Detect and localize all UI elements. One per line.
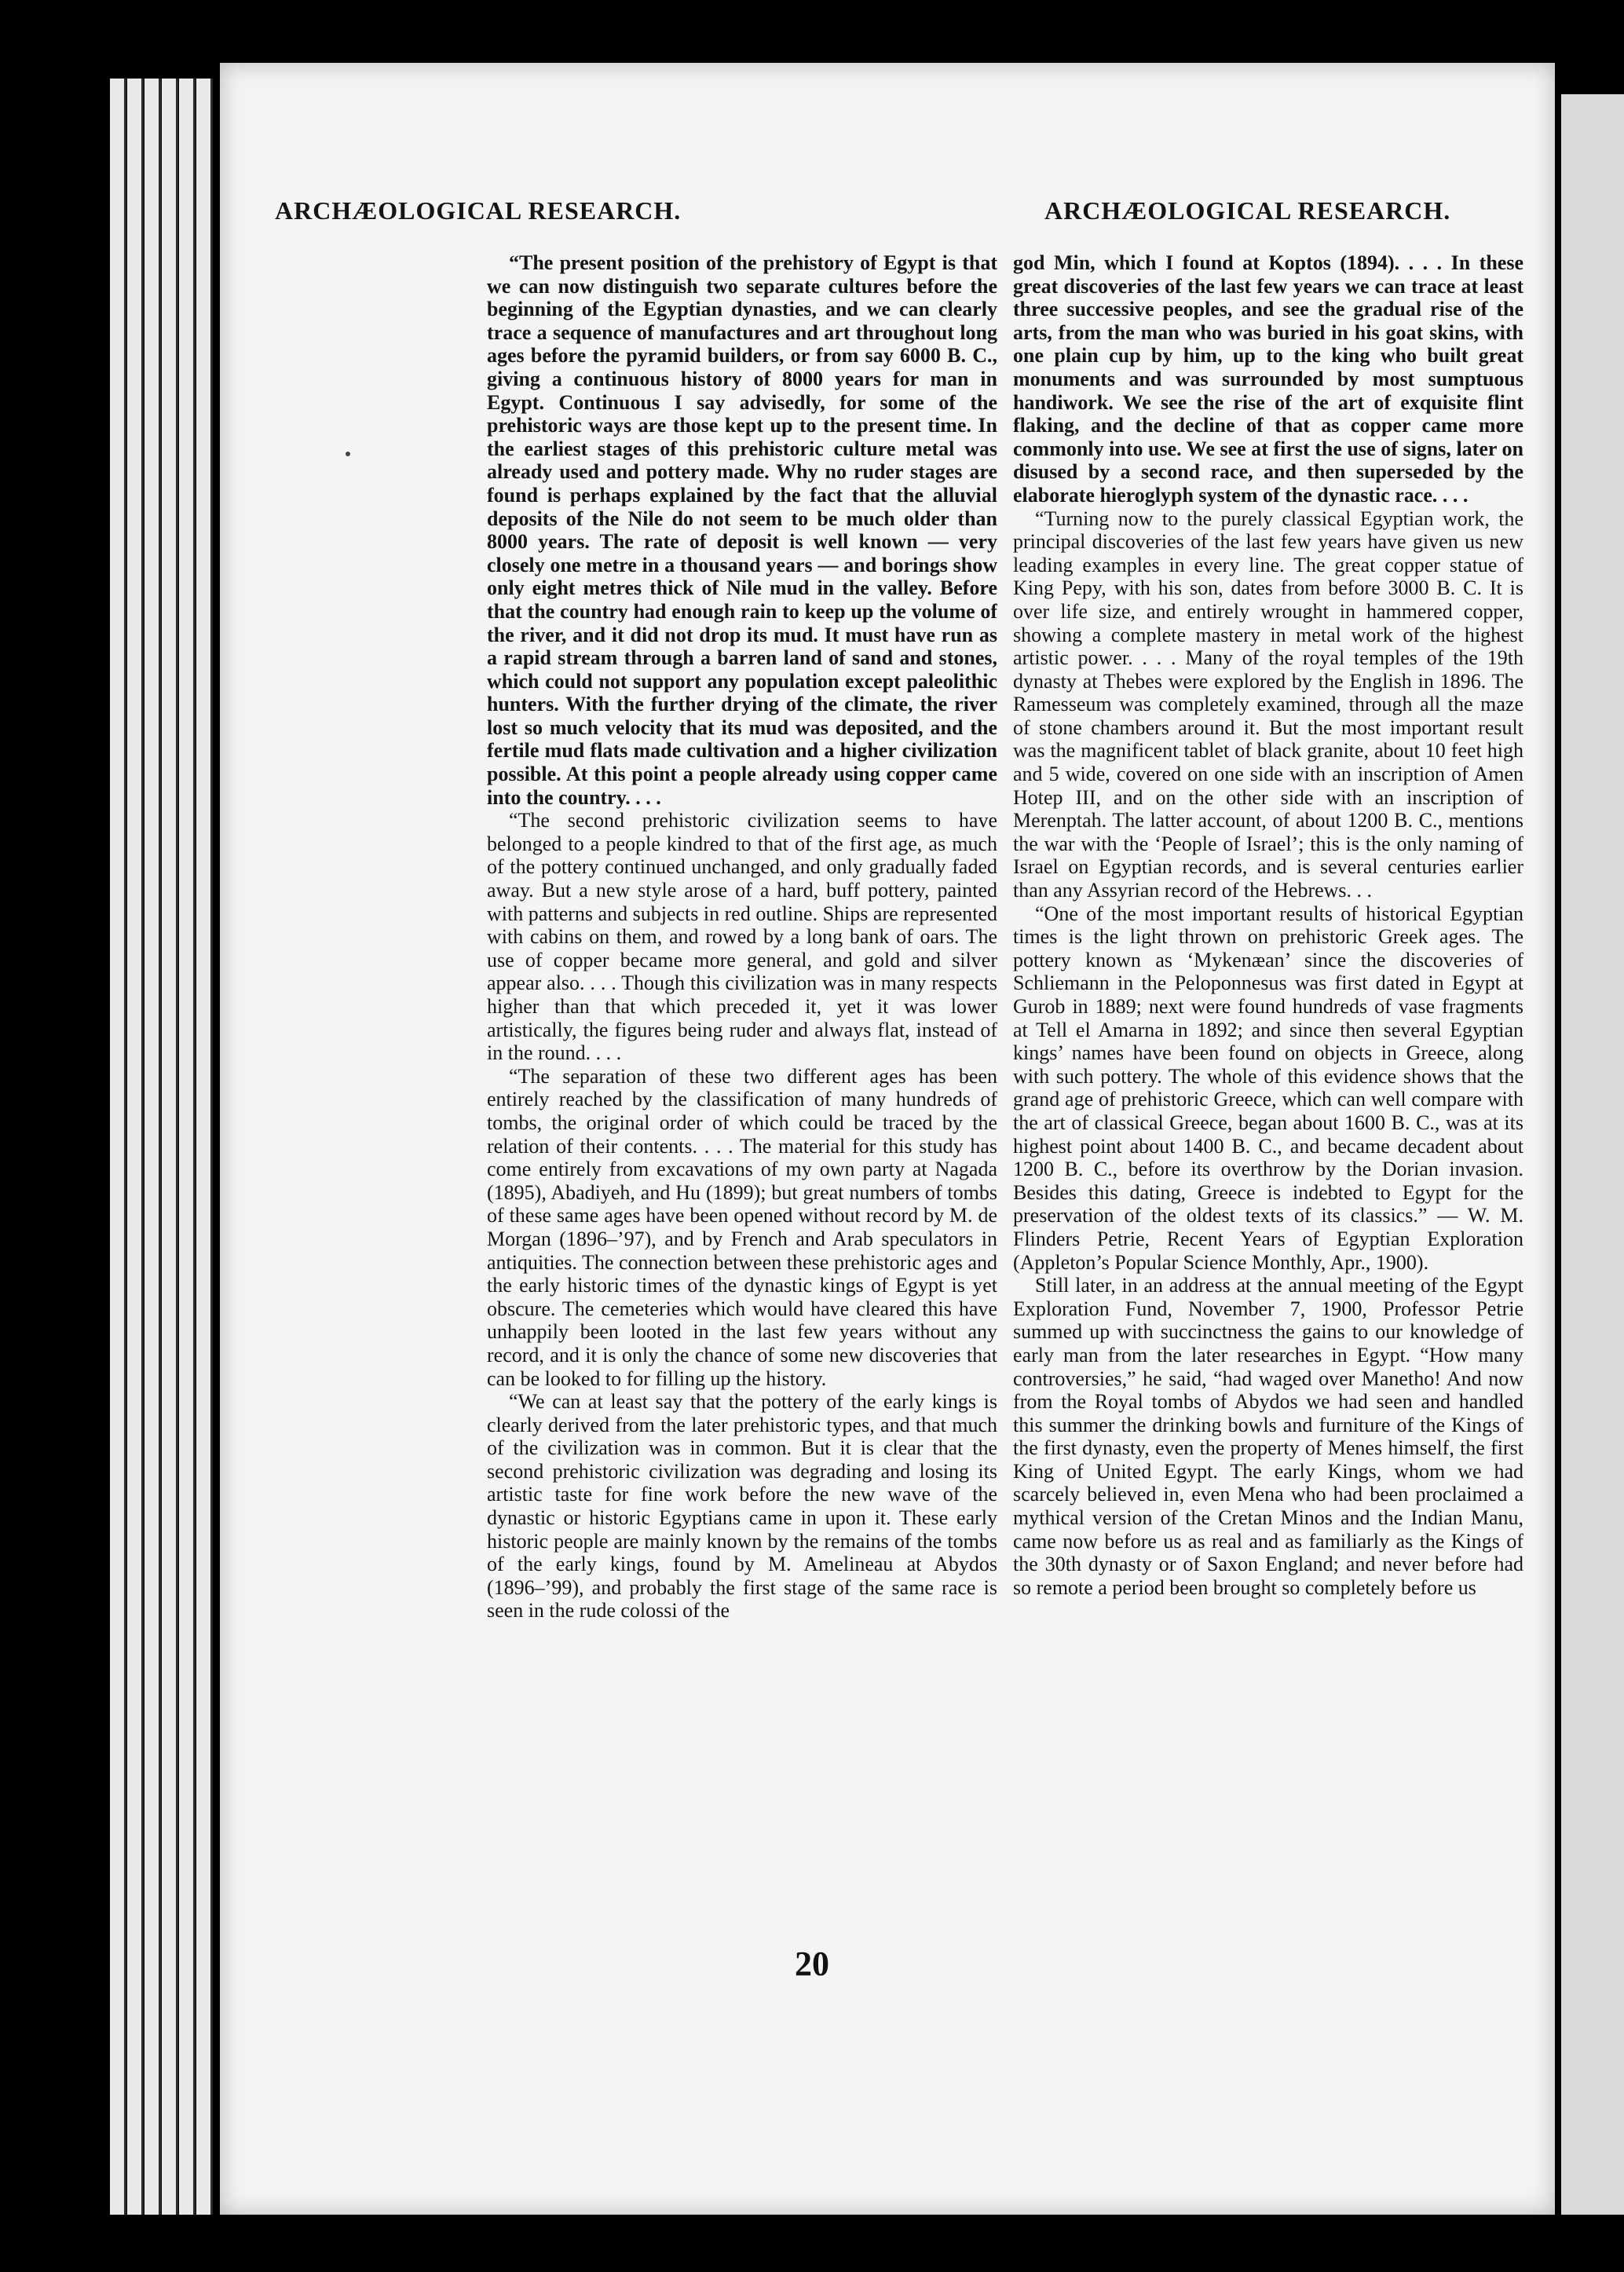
- paragraph: “Turning now to the purely classical Egyptian work, the principal discoveries of the last few years have given us new leading examples in every line. The great copper statue of King Pepy, with his son, dates from before 3000 B. C. It is over life size, and entirely wrought in hammered copper, showing a complete mastery in metal work of the highest artistic power. . . . Many of the royal temples of the 19th dynasty at Thebes were explored by the English in 1896. The Ramesseum was completely examined, through all the maze of stone chambers around it. But the most important result was the magnificent tablet of black granite, about 10 feet high and 5 wide, covered on one side with an inscription of Amen Hotep III, and on the other side with an inscription of Merenptah. The latter account, of about 1200 B. C., mentions the war with the ‘People of Israel’; this is the only naming of Israel on Egyptian records, and is several centuries earlier than any Assyrian record of the Hebrews. . .: [1013, 507, 1523, 902]
- stacked-page-edges: [110, 79, 236, 2215]
- paragraph: “The second prehistoric civilization seems to have belonged to a people kindred to that of the first age, as much of the pottery continued unchanged, and only gradually faded away. But a new style arose of a hard, buff pottery, painted with patterns and subjects in red outline. Ships are represented with cabins on them, and rowed by a long bank of oars. The use of copper became more general, and gold and silver appear also. . . . Though this civilization was in many respects higher than that which preceded it, yet it was lower artistically, the figures being ruder and always flat, instead of in the round. . . .: [487, 809, 997, 1065]
- margin-dot: [346, 452, 350, 456]
- text-column-right: [1013, 251, 1523, 2018]
- paragraph: “The present position of the prehistory of Egypt is that we can now distinguish two separate cultures before the beginning of the Egyptian dynasties, and we can clearly trace a sequence of manufactures and art throughout long ages before the pyramid builders, or from say 6000 B. C., giving a continuous history of 8000 years for man in Egypt. Continuous I say advisedly, for some of the prehistoric ways are those kept up to the present time. In the earliest stages of this prehistoric culture metal was already used and pottery made. Why no ruder stages are found is perhaps explained by the fact that the alluvial deposits of the Nile do not seem to be much older than 8000 years. The rate of deposit is well known — very closely one metre in a thousand years — and borings show only eight metres thick of Nile mud in the valley. Before that the country had enough rain to keep up the volume of the river, and it did not drop its mud. It must have run as a rapid stream through a barren land of sand and stones, which could not support any population except paleolithic hunters. With the further drying of the climate, the river lost so much velocity that its mud was deposited, and the fertile mud flats made cultivation and a higher civilization possible. At this point a people already using copper came into the country. . . .: [487, 251, 997, 809]
- running-head-left: ARCHÆOLOGICAL RESEARCH.: [275, 196, 682, 225]
- paragraph: “We can at least say that the pottery of the early kings is clearly derived from the later prehistoric types, and that much of the civilization was in common. But it is clear that the second prehistoric civilization was degrading and losing its artistic taste for fine work before the new wave of the dynastic or historic Egyptians came in upon it. These early historic people are mainly known by the remains of the tombs of the early kings, found by M. Amelineau at Abydos (1896–’99), and probably the first stage of the same race is seen in the rude colossi of the: [487, 1390, 997, 1623]
- page-number: 20: [795, 1945, 829, 1983]
- paragraph: “One of the most important results of historical Egyptian times is the light thrown on prehistoric Greek ages. The pottery known as ‘Mykenæan’ since the discoveries of Schliemann in the Peloponnesus was first dated in Egypt at Gurob in 1889; next were found hundreds of vase fragments at Tell el Amarna in 1892; and since then several Egyptian kings’ names have been found on objects in Greece, along with such pottery. The whole of this evidence shows that the grand age of prehistoric Greece, which can well compare with the art of classical Greece, began about 1600 B. C., was at its highest point about 1400 B. C., and became decadent about 1200 B. C., before its overthrow by the Dorian invasion. Besides this dating, Greece is indebted to Egypt for the preservation of the oldest texts of its classics.” — W. M. Flinders Petrie, Recent Years of Egyptian Exploration (Appleton’s Popular Science Monthly, Apr., 1900).: [1013, 902, 1523, 1274]
- running-head-right: ARCHÆOLOGICAL RESEARCH.: [1044, 196, 1451, 225]
- paragraph: god Min, which I found at Koptos (1894). . . . In these great discoveries of the last few years we can trace at least three successive peoples, and see the gradual rise of the arts, from the man who was buried in his goat skins, with one plain cup by him, up to the king who built great monuments and was surrounded by most sumptuous handiwork. We see the rise of the art of exquisite flint flaking, and the decline of that as copper came more commonly into use. We see at first the use of signs, later on disused by a second race, and then superseded by the elaborate hieroglyph system of the dynastic race. . . .: [1013, 251, 1523, 507]
- paragraph: Still later, in an address at the annual meeting of the Egypt Exploration Fund, November 7, 1900, Professor Petrie summed up with succinctness the gains to our knowledge of early man from the later researches in Egypt. “How many controversies,” he said, “had waged over Manetho! And now from the Royal tombs of Abydos we had seen and handled this summer the drinking bowls and furniture of the Kings of the first dynasty, even the property of Menes himself, the first King of United Egypt. The early Kings, whom we had scarcely believed in, even Mena who had been proclaimed a mythical version of the Cretan Minos and the Indian Manu, came now before us as real and as familiarly as the Kings of the 30th dynasty or of Saxon England; and never before had so remote a period been brought so completely before us: [1013, 1274, 1523, 1599]
- facing-page-edge: [1561, 94, 1624, 2215]
- text-column-left: [487, 251, 997, 2018]
- paragraph: “The separation of these two different ages has been entirely reached by the classification of many hundreds of tombs, the original order of which could be traced by the relation of their contents. . . . The material for this study has come entirely from excavations of my own party at Nagada (1895), Abadiyeh, and Hu (1899); but great numbers of tombs of these same ages have been opened without record by M. de Morgan (1896–’97), and by French and Arab speculators in antiquities. The connection between these prehistoric ages and the early historic times of the dynastic kings of Egypt is yet obscure. The cemeteries which would have cleared this have unhappily been looted in the last few years without any record, and it is only the chance of some new discoveries that can be looked to for filling up the history.: [487, 1064, 997, 1390]
